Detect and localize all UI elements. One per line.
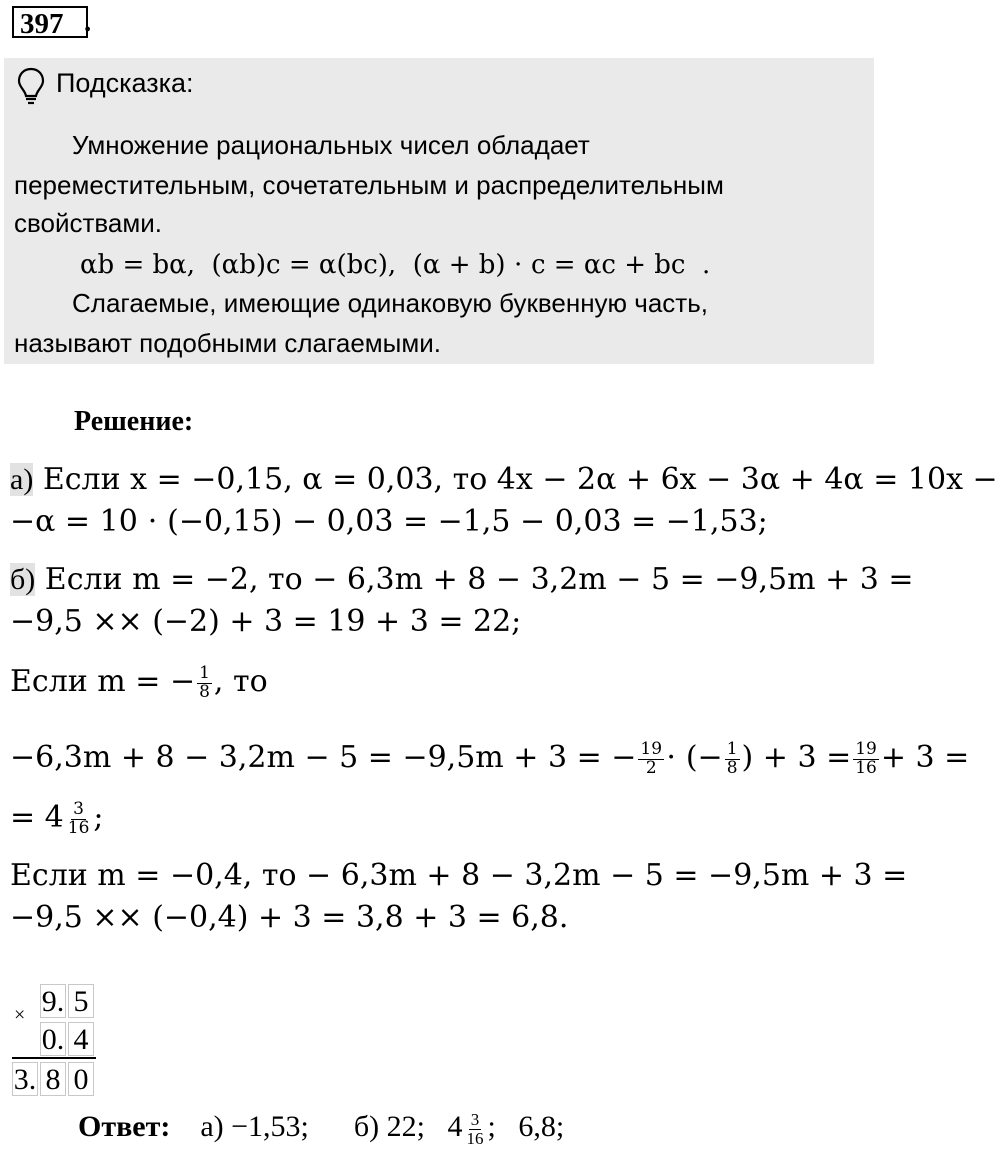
hint-text-line-1: Умножение рациональных чисел обладает: [72, 130, 590, 160]
solution-a-line-2: −α = 10 ⋅ (−0,15) − 0,03 = −1,5 − 0,03 = −1,53;: [10, 504, 768, 539]
hint-text-line-4: Слагаемые, имеющие одинаковую буквенную часть,: [72, 288, 708, 318]
mult-row1-cell: 5: [68, 984, 94, 1018]
formula-commutative: αb = bα,: [80, 250, 195, 280]
solution-heading: Решение:: [74, 406, 194, 437]
d-expression-3: ) + 3 =: [741, 740, 852, 775]
mult-row1-cell: 9.: [41, 985, 65, 1018]
solution-c-line: [10, 664, 268, 701]
mult-result-cell: 8: [40, 1062, 66, 1096]
solution-f-line-2: −9,5 ×× (−0,4) + 3 = 3,8 + 3 = 6,8.: [10, 900, 569, 935]
e-prefix: = 4: [10, 800, 64, 835]
c-if-text: Если m = −: [10, 664, 196, 699]
solution-d-line: [10, 740, 969, 777]
lightbulb-icon: [16, 66, 46, 106]
solution-f-line-1: Если m = −0,4, то − 6,3m + 8 − 3,2m − 5 = −9,5m + 3 =: [10, 858, 908, 893]
d-expression-2: ⋅ (−: [666, 740, 723, 775]
d-expression-1: −6,3m + 8 − 3,2m − 5 = −9,5m + 3 = −: [10, 740, 637, 775]
c-to-text: , то: [213, 664, 268, 699]
solution-a-line-1: [10, 462, 998, 497]
answer-row: [78, 1110, 564, 1147]
hint-formula: [80, 250, 710, 280]
hint-text-line-2: переместительным, сочетательным и распределительным: [14, 170, 724, 200]
part-b-marker: б): [10, 563, 36, 596]
answer-b2-whole: 4: [447, 1110, 463, 1143]
answer-b3: 6,8;: [518, 1110, 565, 1143]
e-end: ;: [93, 800, 104, 835]
fraction-3-16: $\frac{3}{16}$: [67, 798, 90, 838]
formula-distributive: (α + b) ⋅ c = αc + bc: [412, 250, 686, 280]
answer-a: а) −1,53;: [200, 1110, 309, 1143]
part-a-expression: Если x = −0,15, α = 0,03, то 4x − 2α + 6x − 3α + 4α = 10x −: [33, 462, 998, 497]
mult-result-cell: 3.: [13, 1063, 37, 1096]
mult-row2-cell: 0.: [41, 1023, 65, 1056]
hint-text-line-5: называют подобными слагаемыми.: [14, 328, 441, 358]
hint-text-line-3: свойствами.: [14, 208, 163, 238]
multiplication-rule: [12, 1057, 96, 1059]
answer-label: Ответ:: [78, 1110, 171, 1143]
answer-b2-end: ;: [487, 1110, 496, 1143]
solution-e-line: [10, 800, 104, 837]
formula-associative: (αb)c = α(bc),: [211, 250, 397, 280]
problem-number-dot: .: [84, 6, 92, 38]
problem-number: 397: [12, 6, 88, 38]
fraction-one-eighth: $\frac{1}{8}$: [199, 662, 210, 702]
multiplication-sign: ×: [14, 1004, 26, 1026]
part-a-marker: а): [10, 463, 34, 496]
fraction-19-2: $\frac{19}{2}$: [640, 738, 663, 778]
mult-row2-cell: 4: [68, 1022, 94, 1056]
answer-fraction-3-16: $\frac{3}{16}$: [466, 1109, 484, 1148]
fraction-1-8: $\frac{1}{8}$: [726, 738, 738, 778]
answer-b: б) 22;: [353, 1110, 425, 1143]
part-b-expression: Если m = −2, то − 6,3m + 8 − 3,2m − 5 = −9,5m + 3 =: [35, 562, 914, 597]
fraction-19-16: $\frac{19}{16}$: [855, 738, 877, 778]
solution-b-line-1: [10, 562, 914, 597]
mult-result-cell: 0: [68, 1062, 94, 1096]
hint-title: Подсказка:: [56, 68, 194, 98]
formula-end: .: [702, 250, 711, 280]
solution-b-line-2: −9,5 ×× (−2) + 3 = 19 + 3 = 22;: [10, 604, 522, 639]
d-expression-4: + 3 =: [880, 740, 970, 775]
